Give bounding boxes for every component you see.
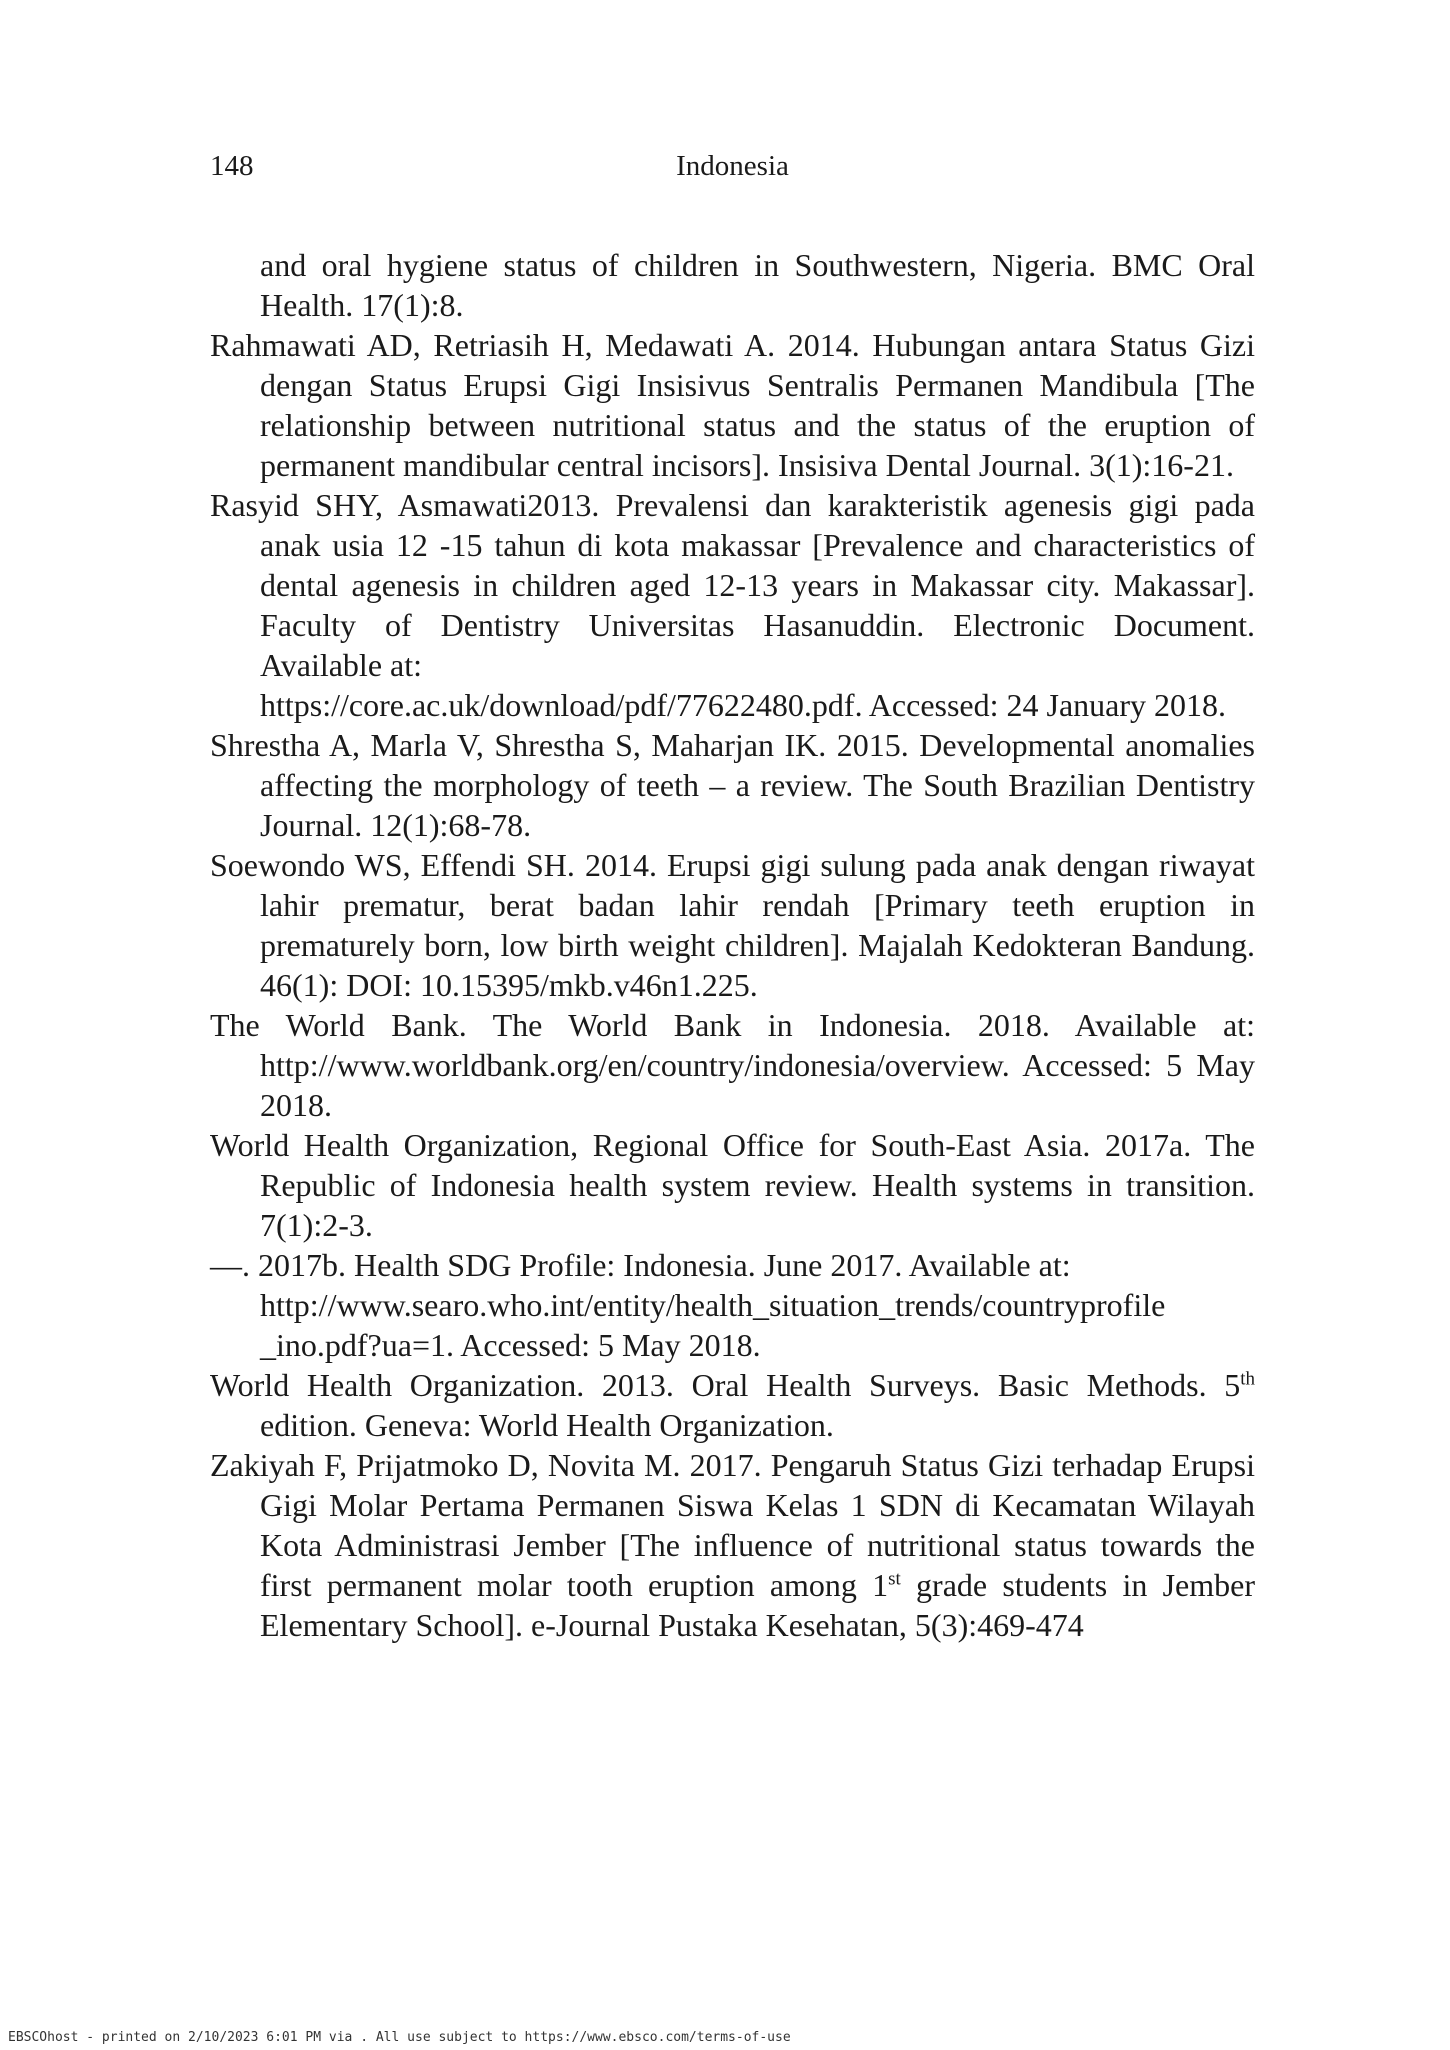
reference-text: Soewondo WS, Effendi SH. 2014. Erupsi gigi sulung pada anak dengan riwayat lahir prematur, berat badan lahir rendah [Primary teeth eruption in prematurely born, low birth weight children]. Majalah Kedokteran Bandung. 46(1): DOI: 10.15395/mkb.v46n1.225.	[210, 847, 1255, 1003]
reference-text: —. 2017b. Health SDG Profile: Indonesia. June 2017. Available at:	[210, 1247, 1071, 1283]
page-number: 148	[210, 150, 254, 182]
reference-text: The World Bank. The World Bank in Indonesia. 2018. Available at: http://www.worldbank.org/en/country/indonesia/overview. Accessed: 5 May 2018.	[210, 1007, 1255, 1123]
reference-entry	[210, 1365, 1255, 1445]
reference-entry	[210, 325, 1255, 485]
reference-text: Rahmawati AD, Retriasih H, Medawati A. 2014. Hubungan antara Status Gizi dengan Status Erupsi Gigi Insisivus Sentralis Permanen Mandibula [The relationship between nutritional status and the status of the eruption of permanent mandibular central incisors]. Insisiva Dental Journal. 3(1):16-21.	[210, 327, 1255, 483]
reference-text: and oral hygiene status of children in Southwestern, Nigeria. BMC Oral Health. 17(1):8.	[260, 247, 1255, 323]
page-header	[210, 146, 1255, 186]
reference-entry	[210, 725, 1255, 845]
reference-text: edition. Geneva: World Health Organization.	[260, 1407, 834, 1443]
reference-text: Shrestha A, Marla V, Shrestha S, Maharjan IK. 2015. Developmental anomalies affecting the morphology of teeth – a review. The South Brazilian Dentistry Journal. 12(1):68-78.	[210, 727, 1255, 843]
reference-text: grade students in Jember Elementary School]. e-Journal Pustaka Kesehatan, 5(3):469-474	[260, 1567, 1256, 1643]
reference-entry	[210, 1005, 1255, 1125]
reference-text: World Health Organization, Regional Office for South-East Asia. 2017a. The Republic of Indonesia health system review. Health systems in transition. 7(1):2-3.	[210, 1127, 1255, 1243]
reference-text: Rasyid SHY, Asmawati2013. Prevalensi dan karakteristik agenesis gigi pada anak usia 12 -15 tahun di kota makassar [Prevalence and characteristics of dental agenesis in children aged 12-13 years in Makassar city. Makassar]. Faculty of Dentistry Universitas Hasanuddin. Electronic Document. Available at:	[210, 487, 1255, 683]
reference-entry	[210, 1445, 1255, 1645]
reference-entry	[210, 845, 1255, 1005]
print-footer: EBSCOhost - printed on 2/10/2023 6:01 PM via . All use subject to https://www.ebsco.com/terms-of-use	[8, 2030, 791, 2045]
reference-text: Zakiyah F, Prijatmoko D, Novita M. 2017. Pengaruh Status Gizi terhadap Erupsi Gigi Molar Pertama Permanen Siswa Kelas 1 SDN di Kecamatan Wilayah Kota Administrasi Jember [The influence of nutritional status towards the first permanent molar tooth eruption among 1	[210, 1447, 1255, 1603]
running-title: Indonesia	[676, 150, 789, 182]
reference-list	[210, 245, 1255, 1645]
reference-url-text: http://www.searo.who.int/entity/health_situation_trends/countryprofile _ino.pdf?ua=1. Accessed: 5 May 2018.	[260, 1287, 1166, 1363]
reference-entry	[210, 1125, 1255, 1245]
reference-entry	[210, 485, 1255, 725]
reference-text: World Health Organization. 2013. Oral Health Surveys. Basic Methods. 5	[210, 1367, 1241, 1403]
superscript: st	[888, 1568, 901, 1590]
superscript: th	[1240, 1368, 1255, 1390]
reference-entry	[210, 1245, 1255, 1365]
reference-url-text: https://core.ac.uk/download/pdf/77622480.pdf. Accessed: 24 January 2018.	[260, 687, 1227, 723]
reference-entry	[210, 245, 1255, 325]
